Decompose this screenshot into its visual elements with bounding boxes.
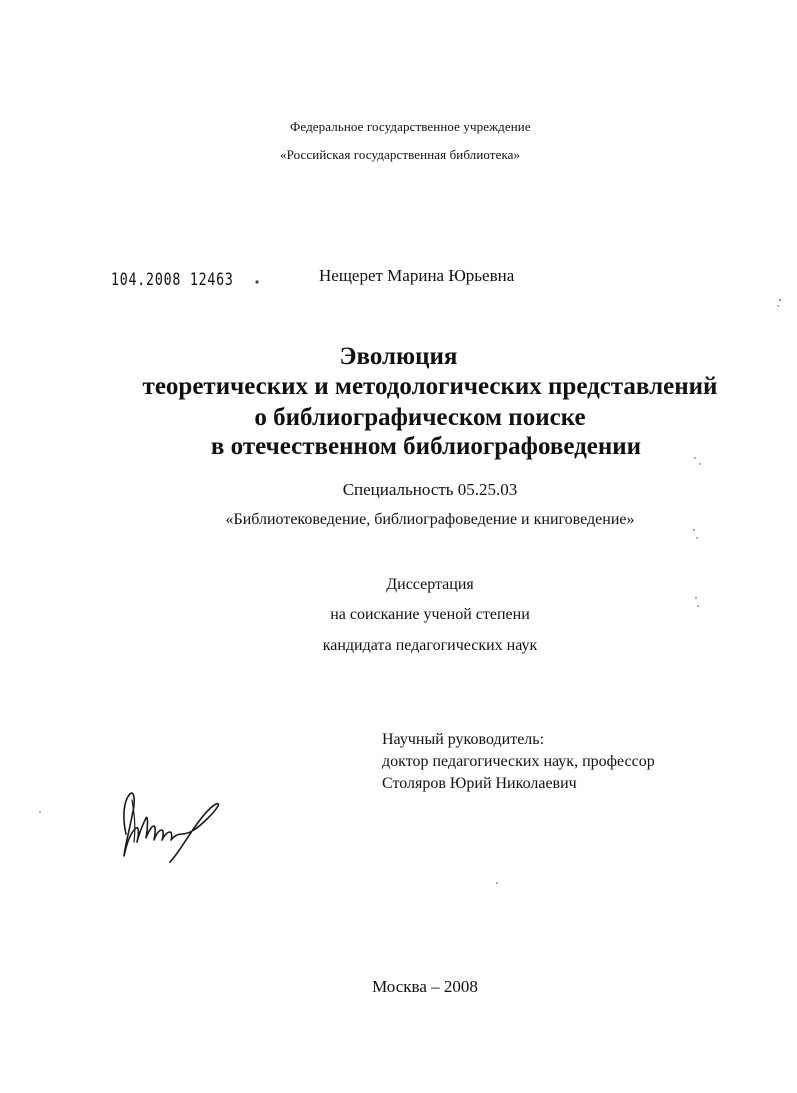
specialty-code: Специальность 05.25.03 xyxy=(342,480,518,499)
institution-line-2: «Российская государственная библиотека» xyxy=(280,147,521,162)
institution-line-1: Федеральное государственное учреждение xyxy=(290,119,531,134)
title-line-2: теоретических и методологических представлений xyxy=(142,373,718,400)
registration-number: 104.2008 12463 xyxy=(111,270,234,290)
advisor-degree: доктор педагогических наук, профессор xyxy=(382,753,655,770)
city-year: Москва – 2008 xyxy=(372,977,478,996)
degree-name: кандидата педагогических наук xyxy=(322,637,538,654)
handwritten-signature xyxy=(112,782,232,866)
specialty-name: «Библиотековедение, библиографоведение и книговедение» xyxy=(225,511,635,528)
advisor-name: Столяров Юрий Николаевич xyxy=(382,775,577,792)
dissertation-label: Диссертация xyxy=(386,576,474,593)
advisor-label: Научный руководитель: xyxy=(382,731,545,748)
degree-purpose: на соискание ученой степени xyxy=(330,606,530,623)
title-line-4: в отечественном библиографоведении xyxy=(210,433,642,460)
author-name: Нещерет Марина Юрьевна xyxy=(319,266,515,285)
title-line-3: о библиографическом поиске xyxy=(254,404,586,431)
title-line-1: Эволюция xyxy=(339,343,458,370)
